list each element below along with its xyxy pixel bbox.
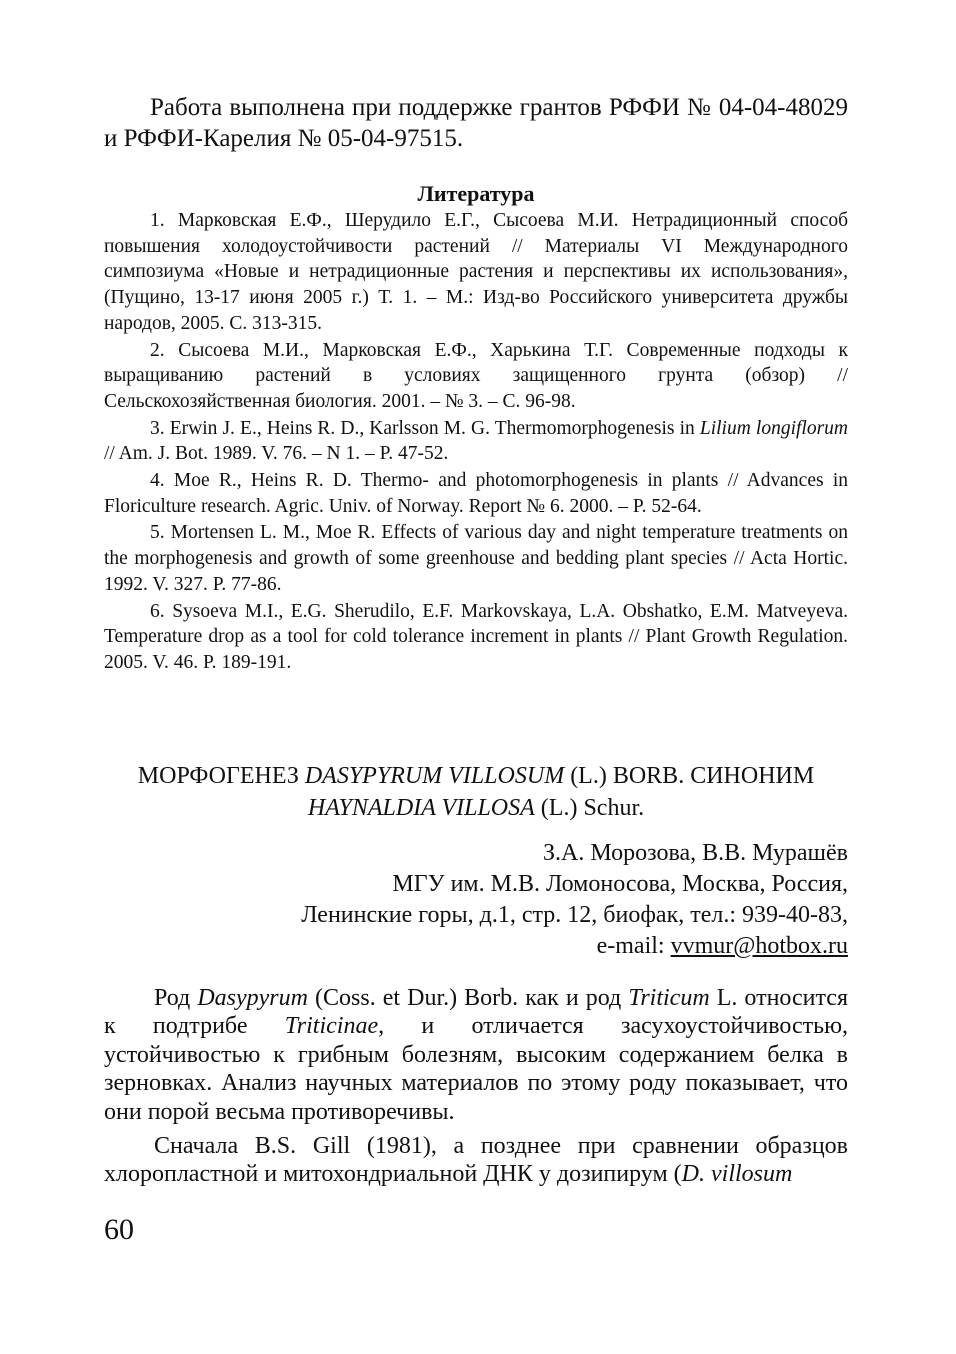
reference-item: 3. Erwin J. E., Heins R. D., Karlsson M. G. Thermomorphogenesis in Lilium longiflorum // Am. J. Bot. 1989. V. 76. – N 1. – P. 47-52. bbox=[104, 417, 848, 465]
author-address: Ленинские горы, д.1, стр. 12, биофак, тел.: 939-40-83, bbox=[301, 902, 848, 928]
author-affiliation: МГУ им. М.В. Ломоносова, Москва, Россия, bbox=[392, 871, 848, 897]
reference-item: 6. Sysoeva M.I., E.G. Sherudilo, E.F. Markovskaya, L.A. Obshatko, E.M. Matveyeva. Temperature drop as a tool for cold tolerance increment in plants // Plant Growth Regulation. 2005. V. 46. P. 189-191. bbox=[104, 600, 848, 673]
reference-item: 5. Mortensen L. M., Moe R. Effects of various day and night temperature treatments on the morphogenesis and growth of some greenhouse and bedding plant species // Acta Hortic. 1992. V. 327. P. 77-86. bbox=[104, 522, 848, 595]
references-heading: Литература bbox=[417, 181, 535, 206]
references-list bbox=[104, 208, 848, 677]
author-names: З.А. Морозова, В.В. Мурашёв bbox=[543, 840, 848, 866]
funding-note: Работа выполнена при поддержке грантов РФФИ № 04-04-48029 и РФФИ-Карелия № 05-04-97515. bbox=[104, 94, 848, 152]
author-block bbox=[104, 838, 848, 962]
body-paragraph: Сначала B.S. Gill (1981), а позднее при сравнении образцов хлоропластной и митохондриальной ДНК у дозипирум (D. villosum bbox=[104, 1133, 848, 1188]
page-number: 60 bbox=[104, 1213, 134, 1246]
author-email-line: e-mail: vvmur@hotbox.ru bbox=[596, 933, 848, 959]
body-paragraph: Род Dasypyrum (Coss. et Dur.) Borb. как и род Triticum L. относится к подтрибе Triticinae, и отличается засухоустойчивостью, устойчивостью к грибным болезням, высоким содержанием белка в зерновках. Анализ научных материалов по этому роду показывает, что они порой весьма противоречивы. bbox=[104, 985, 849, 1125]
reference-item: 2. Сысоева М.И., Марковская Е.Ф., Харькина Т.Г. Современные подходы к выращиванию растений в условиях защищенного грунта (обзор) // Сельскохозяйственная биология. 2001. – № 3. – С. 96-98. bbox=[104, 339, 848, 412]
reference-item: 1. Марковская Е.Ф., Шерудило Е.Г., Сысоева М.И. Нетрадиционный способ повышения холодоустойчивости растений // Материалы VI Международного симпозиума «Новые и нетрадиционные растения и перспективы их использования», (Пущино, 13-17 июня 2005 г.) Т. 1. – М.: Изд-во Российского университета дружбы народов, 2005. С. 313-315. bbox=[104, 210, 848, 334]
reference-item: 4. Moe R., Heins R. D. Thermo- and photomorphogenesis in plants // Advances in Floriculture research. Agric. Univ. of Norway. Report № 6. 2000. – P. 52-64. bbox=[104, 470, 848, 517]
article-title: МОРФОГЕНЕЗ DASYPYRUM VILLOSUM (L.) BORB. СИНОНИМ HAYNALDIA VILLOSA (L.) Schur. bbox=[137, 763, 815, 821]
email-link[interactable]: vvmur@hotbox.ru bbox=[670, 933, 848, 959]
article-body bbox=[104, 984, 848, 1195]
